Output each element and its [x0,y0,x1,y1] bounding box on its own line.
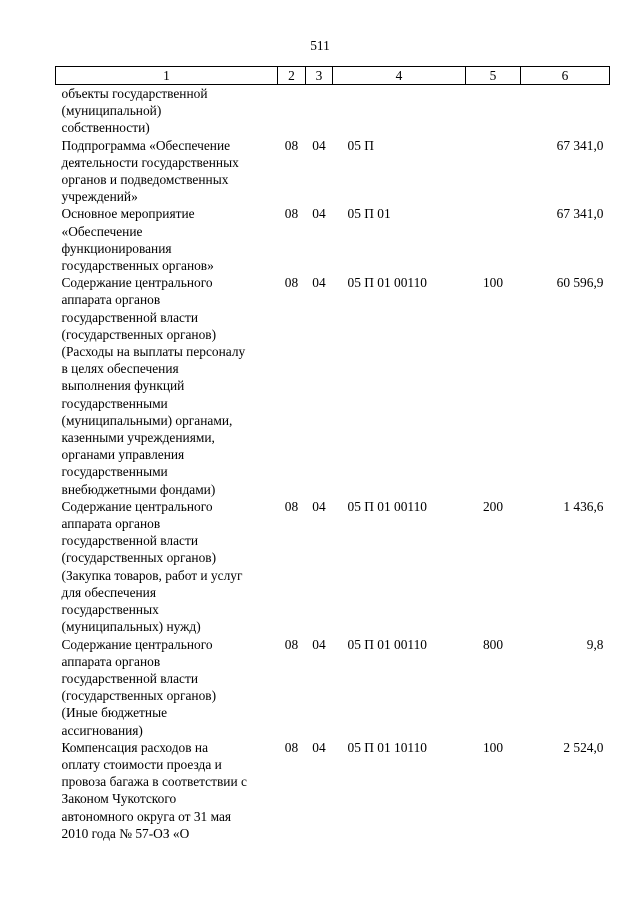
cell-amount: 9,8 [586,636,604,652]
table-row [56,205,610,274]
budget-table [55,66,610,842]
table-row [56,739,610,842]
cell-expense-type [466,205,521,274]
cell-section: 08 [284,137,299,153]
page-number: 511 [310,38,330,53]
cell-section: 08 [284,636,299,652]
cell-name: Основное мероприятие «Обеспечение функционирования государственных органов» [61,206,214,274]
column-header-expense-type: 5 [466,67,521,85]
column-header-name: 1 [56,67,278,85]
cell-section: 08 [284,498,299,514]
cell-target: 05 П 01 [347,206,391,222]
table-row [56,85,610,137]
cell-amount: 2 524,0 [563,739,604,755]
cell-expense-type: 200 [482,498,504,514]
table-row [56,498,610,636]
cell-subsection [306,85,333,137]
table-row [56,274,610,498]
cell-name: Содержание центрального аппарата органов государственной власти (государственных органов) (Закупка товаров, работ и услуг для обеспечения государственных (муниципальных) нужд) [61,498,243,635]
cell-target [333,85,466,137]
cell-name: Содержание центрального аппарата органов государственной власти (государственных органов) (Расходы на выплаты персоналу в целях обеспечения выполнения функций государственными (муниципальными) органами, казенными учреждениями, органами управления государственными внебюджетными фондами) [61,275,246,497]
column-header-target: 4 [333,67,466,85]
cell-amount: 67 341,0 [556,206,604,222]
cell-target: 05 П [347,137,374,153]
cell-target: 05 П 01 00110 [347,275,427,291]
cell-expense-type [466,137,521,206]
cell-expense-type: 100 [482,275,504,291]
cell-name: Содержание центрального аппарата органов государственной власти (государственных органов) (Иные бюджетные ассигнования) [61,636,217,738]
cell-expense-type: 800 [482,636,504,652]
cell-expense-type [466,85,521,137]
cell-amount: 1 436,6 [563,498,604,514]
cell-target: 05 П 01 00110 [347,636,427,652]
cell-amount: 60 596,9 [556,275,604,291]
cell-amount [521,85,610,137]
cell-subsection: 04 [312,275,326,291]
table-row [56,636,610,739]
column-header-subsection: 3 [306,67,333,85]
cell-subsection: 04 [312,206,326,222]
cell-section: 08 [284,739,299,755]
cell-target: 05 П 01 00110 [347,498,427,514]
cell-expense-type: 100 [482,739,504,755]
cell-target: 05 П 01 10110 [347,739,427,755]
cell-section [278,85,306,137]
cell-section: 08 [284,275,299,291]
cell-name: объекты государственной (муниципальной) собственности) [61,86,208,136]
cell-subsection: 04 [312,498,326,514]
cell-subsection: 04 [312,739,326,755]
column-header-amount: 6 [521,67,610,85]
cell-amount: 67 341,0 [556,137,604,153]
cell-name: Подпрограмма «Обеспечение деятельности государственных органов и подведомственных учреждений» [61,137,239,205]
column-header-section: 2 [278,67,306,85]
cell-subsection: 04 [312,636,326,652]
cell-name: Компенсация расходов на оплату стоимости проезда и провоза багажа в соответствии с Законом Чукотского автономного округа от 31 мая 2010 года № 57-ОЗ «О [61,739,247,841]
table-header-row [56,67,610,85]
cell-section: 08 [284,206,299,222]
table-row [56,137,610,206]
cell-subsection: 04 [312,137,326,153]
